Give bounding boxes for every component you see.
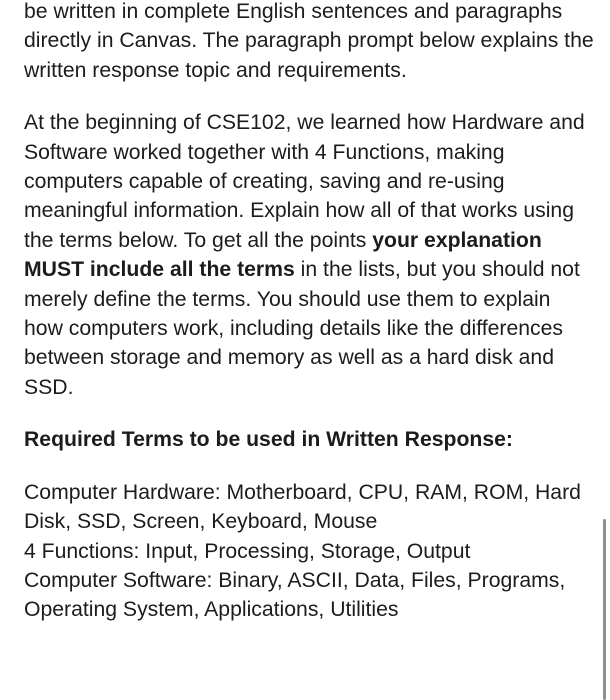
assignment-content [24,0,594,625]
software-terms: Computer Software: Binary, ASCII, Data, Files, Programs, Operating System, Applications, Utilities [24,568,566,622]
prompt-text-end: in the lists, but you should not merely define the terms. You should use them to explain how computers work, including details like the differences between storage and memory as well as a hard disk and SSD. [24,258,580,399]
prompt-paragraph [24,108,594,402]
required-terms-list [24,478,594,625]
required-terms-heading: Required Terms to be used in Written Response: [24,428,513,452]
scrollbar[interactable] [603,519,606,700]
function-terms: 4 Functions: Input, Processing, Storage, Output [24,539,471,563]
instructions-paragraph: be written in complete English sentences and paragraphs directly in Canvas. The paragraph prompt below explains the written response topic and requirements. [24,0,594,82]
hardware-terms: Computer Hardware: Motherboard, CPU, RAM, ROM, Hard Disk, SSD, Screen, Keyboard, Mouse [24,480,581,534]
prompt-text-start: At the beginning of CSE102, we learned how Hardware and Software worked together with 4 Functions, making computers capable of creating, saving and re-using meaningful information. Explain how all of that works using the terms below. To get all the points [24,111,585,252]
prompt-emphasis: your explanation MUST include all the terms [24,228,542,282]
